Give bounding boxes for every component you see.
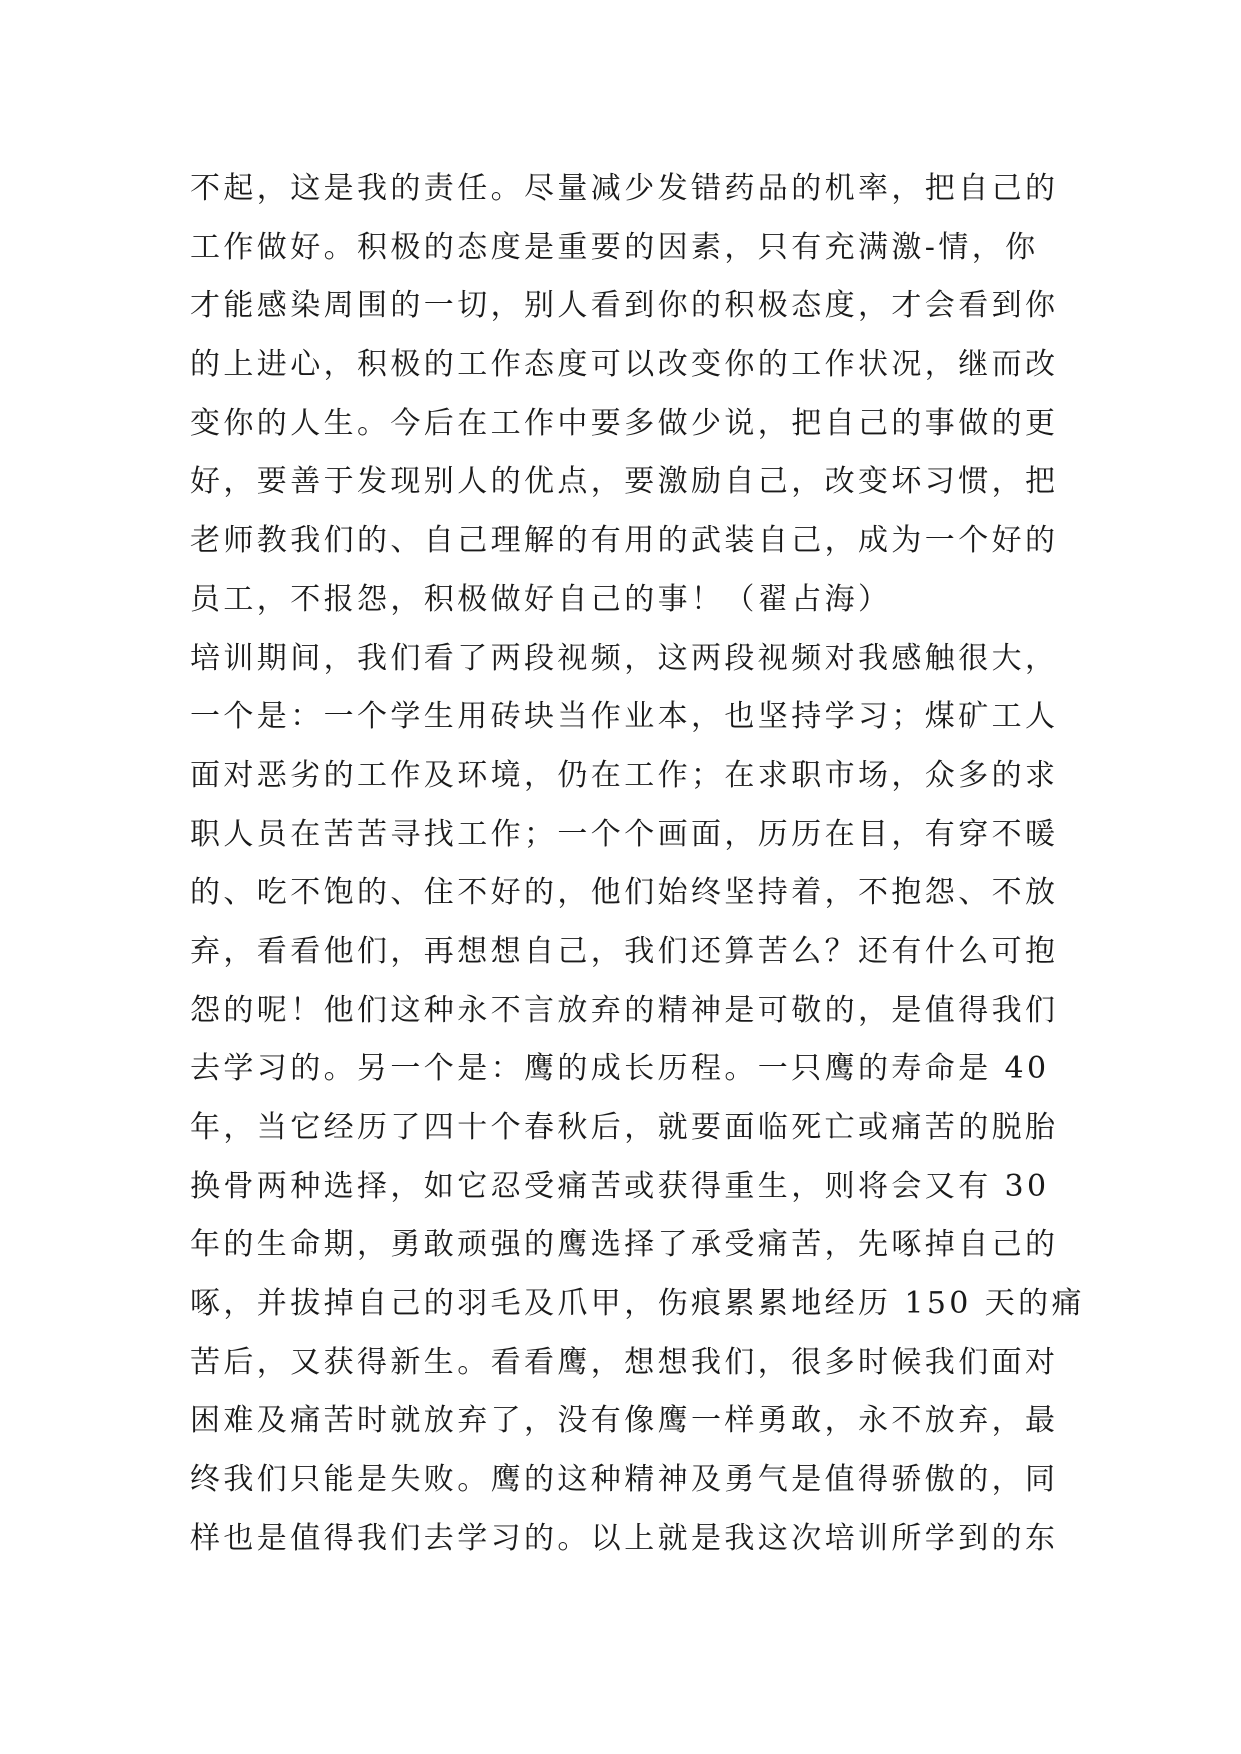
- text-line: 去学习的。另一个是：鹰的成长历程。一只鹰的寿命是 40: [190, 1051, 1050, 1087]
- text-line: 换骨两种选择，如它忍受痛苦或获得重生，则将会又有 30: [190, 1168, 1050, 1204]
- text-line: 职人员在苦苦寻找工作；一个个画面，历历在目，有穿不暖: [190, 816, 1059, 852]
- paragraph: [190, 630, 1085, 1569]
- text-line: 困难及痛苦时就放弃了，没有像鹰一样勇敢，永不放弃，最: [190, 1403, 1059, 1439]
- text-line: 老师教我们的、自己理解的有用的武装自己，成为一个好的: [190, 523, 1059, 559]
- text-line: 员工，不报怨，积极做好自己的事！（翟占海）: [190, 581, 892, 617]
- text-line: 啄，并拔掉自己的羽毛及爪甲，伤痕累累地经历 150 天的痛: [190, 1286, 1085, 1322]
- text-line: 怨的呢！他们这种永不言放弃的精神是可敬的，是值得我们: [190, 992, 1059, 1028]
- text-line: 年的生命期，勇敢顽强的鹰选择了承受痛苦，先啄掉自己的: [190, 1227, 1059, 1263]
- text-line: 样也是值得我们去学习的。以上就是我这次培训所学到的东: [190, 1520, 1059, 1556]
- paragraph: [190, 160, 1060, 630]
- text-line: 好，要善于发现别人的优点，要激励自己，改变坏习惯，把: [190, 464, 1059, 500]
- text-line: 苦后，又获得新生。看看鹰，想想我们，很多时候我们面对: [190, 1344, 1059, 1380]
- text-line: 弃，看看他们，再想想自己，我们还算苦么？还有什么可抱: [190, 933, 1059, 969]
- text-line: 的上进心，积极的工作态度可以改变你的工作状况，继而改: [190, 347, 1059, 383]
- text-line: 变你的人生。今后在工作中要多做少说，把自己的事做的更: [190, 405, 1059, 441]
- text-line: 面对恶劣的工作及环境，仍在工作；在求职市场，众多的求: [190, 757, 1059, 793]
- text-line: 工作做好。积极的态度是重要的因素，只有充满激-情，你: [190, 229, 1039, 265]
- text-line: 的、吃不饱的、住不好的，他们始终坚持着，不抱怨、不放: [190, 875, 1059, 911]
- text-line: 不起，这是我的责任。尽量减少发错药品的机率，把自己的: [190, 171, 1059, 206]
- text-line: 才能感染周围的一切，别人看到你的积极态度，才会看到你: [190, 288, 1059, 324]
- text-line: 年，当它经历了四十个春秋后，就要面临死亡或痛苦的脱胎: [190, 1110, 1059, 1145]
- body-text: [190, 160, 1085, 1569]
- text-line: 培训期间，我们看了两段视频，这两段视频对我感触很大，: [190, 640, 1059, 676]
- text-line: 一个是：一个学生用砖块当作业本，也坚持学习；煤矿工人: [190, 699, 1059, 735]
- text-line: 终我们只能是失败。鹰的这种精神及勇气是值得骄傲的，同: [190, 1462, 1059, 1498]
